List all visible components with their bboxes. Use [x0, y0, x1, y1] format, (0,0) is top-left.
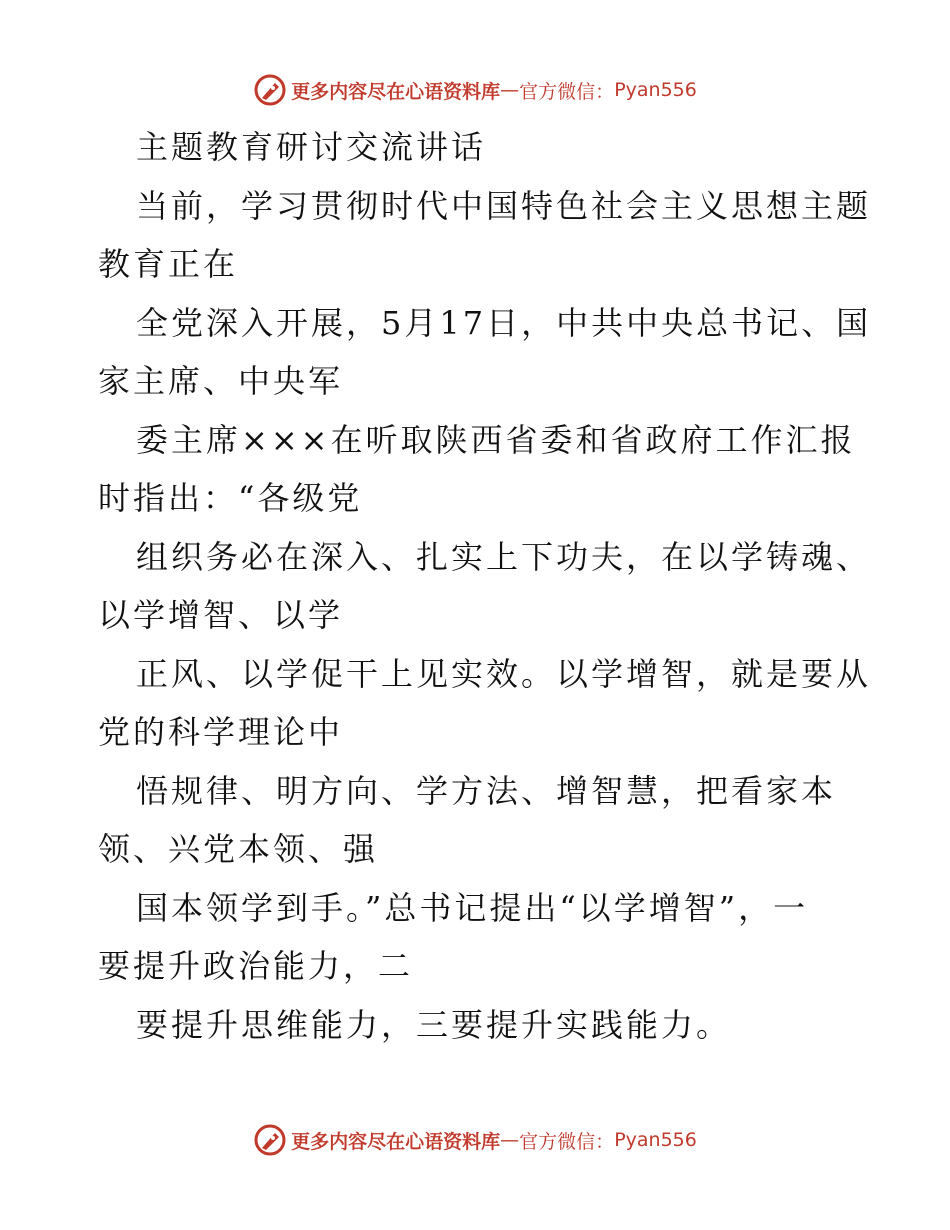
- text-line: 全党深入开展，5月17日，中共中央总书记、国: [136, 303, 872, 342]
- text-line: 以学增智、以学: [98, 596, 344, 634]
- header-banner: [0, 70, 950, 110]
- document-title: 主题教育研讨交流讲话: [136, 128, 487, 166]
- text-line: 时指出：“各级党: [98, 479, 363, 517]
- banner-wechat-label: 官方微信：: [519, 1130, 615, 1153]
- banner-title: 更多内容尽在心语资料库: [291, 80, 501, 103]
- text-line: 要提升思维能力，三要提升实践能力。: [136, 1005, 732, 1044]
- document-body: [98, 118, 888, 1054]
- banner-wechat-id: Pyan556: [614, 1129, 697, 1151]
- banner-separator: —: [500, 79, 520, 101]
- banner-wechat-label: 官方微信：: [519, 80, 615, 103]
- pen-nib-logo-icon: [253, 73, 287, 107]
- text-line: 组织务必在深入、扎实上下功夫，在以学铸魂、: [136, 537, 872, 576]
- footer-banner: [0, 1120, 950, 1160]
- banner-wechat-id: Pyan556: [614, 79, 697, 101]
- text-line: 教育正在: [98, 245, 239, 283]
- text-line: 要提升政治能力，二: [98, 947, 414, 985]
- banner-separator: —: [500, 1129, 520, 1151]
- text-line: 党的科学理论中: [98, 713, 344, 751]
- text-line: 悟规律、明方向、学方法、增智慧，把看家本: [136, 771, 837, 810]
- text-line: 国本领学到手。”总书记提出“以学增智”，一: [136, 888, 809, 927]
- text-line: 委主席×××在听取陕西省委和省政府工作汇报: [136, 420, 856, 459]
- text-line: 家主席、中央军: [98, 362, 344, 400]
- pen-nib-logo-icon: [253, 1123, 287, 1157]
- banner-title: 更多内容尽在心语资料库: [291, 1130, 501, 1153]
- text-line: 领、兴党本领、强: [98, 830, 379, 868]
- text-line: 正风、以学促干上见实效。以学增智，就是要从: [136, 654, 872, 693]
- text-line: 当前，学习贯彻时代中国特色社会主义思想主题: [136, 186, 872, 225]
